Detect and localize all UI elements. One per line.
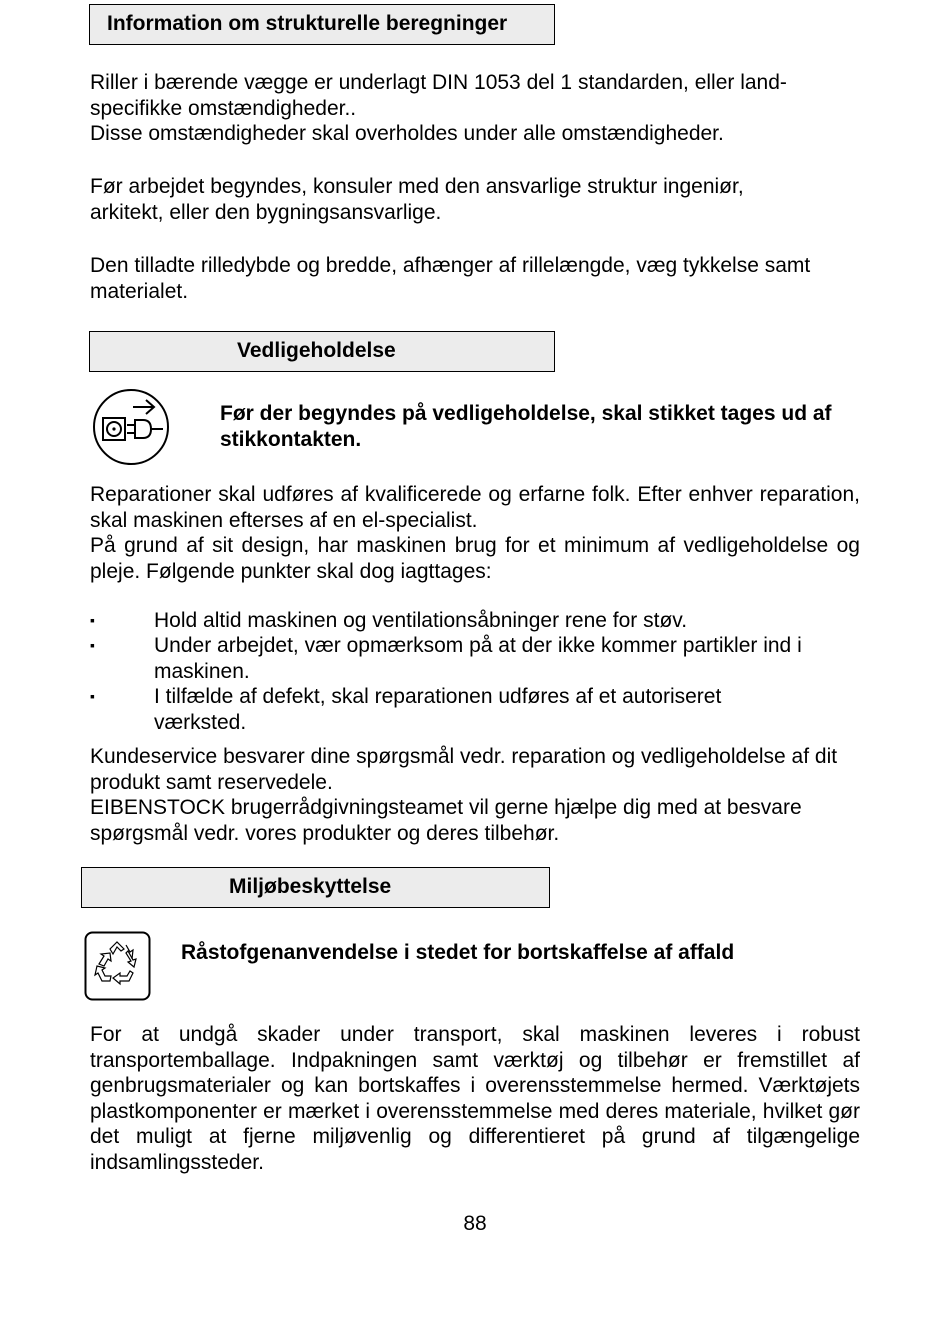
bullet-icon: ▪ [90,612,95,628]
maintenance-heading-text: Vedligeholdelse [237,339,396,362]
structural-paragraph-3: Den tilladte rilledybde og bredde, afhænger af rillelængde, væg tykkelse samt materialet. [90,254,811,303]
maintenance-service: Kundeservice besvarer dine spørgsmål vedr. reparation og vedligeholdelse af dit produkt samt reservedele. EIBENSTOCK brugerrådgivningsteamet vil gerne hjælpe dig med at besvare spørgsmål vedr. vores produkter og deres tilbehør. [90,745,838,845]
structural-paragraph-1: Riller i bærende vægge er underlagt DIN 1053 del 1 standarden, eller land-specifikke omstændigheder.. Disse omstændigheder skal overholdes under alle omstændigheder. [90,71,787,145]
bullet-icon: ▪ [90,688,95,704]
maintenance-intro: Reparationer skal udføres af kvalificerede og erfarne folk. Efter enhver reparation, skal maskinen efterses af en el-specialist. På grund af sit design, har maskinen brug for et minimum af vedligeholdelse og pleje. Følgende punkter skal dog iagttages: [90,483,860,583]
bullet-icon: ▪ [90,637,95,653]
unplug-icon [91,387,171,467]
bullet-text: Hold altid maskinen og ventilationsåbninger rene for støv. [154,609,688,632]
environment-subheading: Råstofgenanvendelse i stedet for bortskaffelse af affald [181,941,735,964]
maintenance-heading [89,331,555,372]
environment-body: For at undgå skader under transport, skal maskinen leveres i robust transportemballage. Indpakningen samt værktøj og tilbehør er fremstillet af genbrugsmaterialer og kan bortskaffes i overensstemmelse hermed. Værktøjets plastkomponenter er mærket i overensstemmelse med deres materiale, hvilket gør det muligt at fjerne miljøvenlig og differentieret på grund af tilgængelige indsamlingssteder. [90,1023,860,1174]
structural-heading [89,4,555,45]
structural-heading-text: Information om strukturelle beregninger [107,12,508,35]
maintenance-warning: Før der begyndes på vedligeholdelse, skal stikket tages ud af stikkontakten. [220,402,832,451]
bullet-text: Under arbejdet, vær opmærksom på at der ikke kommer partikler ind i maskinen. [154,634,802,683]
recycle-icon [84,931,151,1001]
environment-heading-text: Miljøbeskyttelse [229,875,392,898]
bullet-text: I tilfælde af defekt, skal reparationen udføres af et autoriseret værksted. [154,685,722,734]
structural-paragraph-2: Før arbejdet begyndes, konsuler med den ansvarlige struktur ingeniør, arkitekt, eller den bygningsansvarlige. [90,175,744,224]
page-number: 88 [463,1212,487,1235]
environment-heading [81,867,550,908]
